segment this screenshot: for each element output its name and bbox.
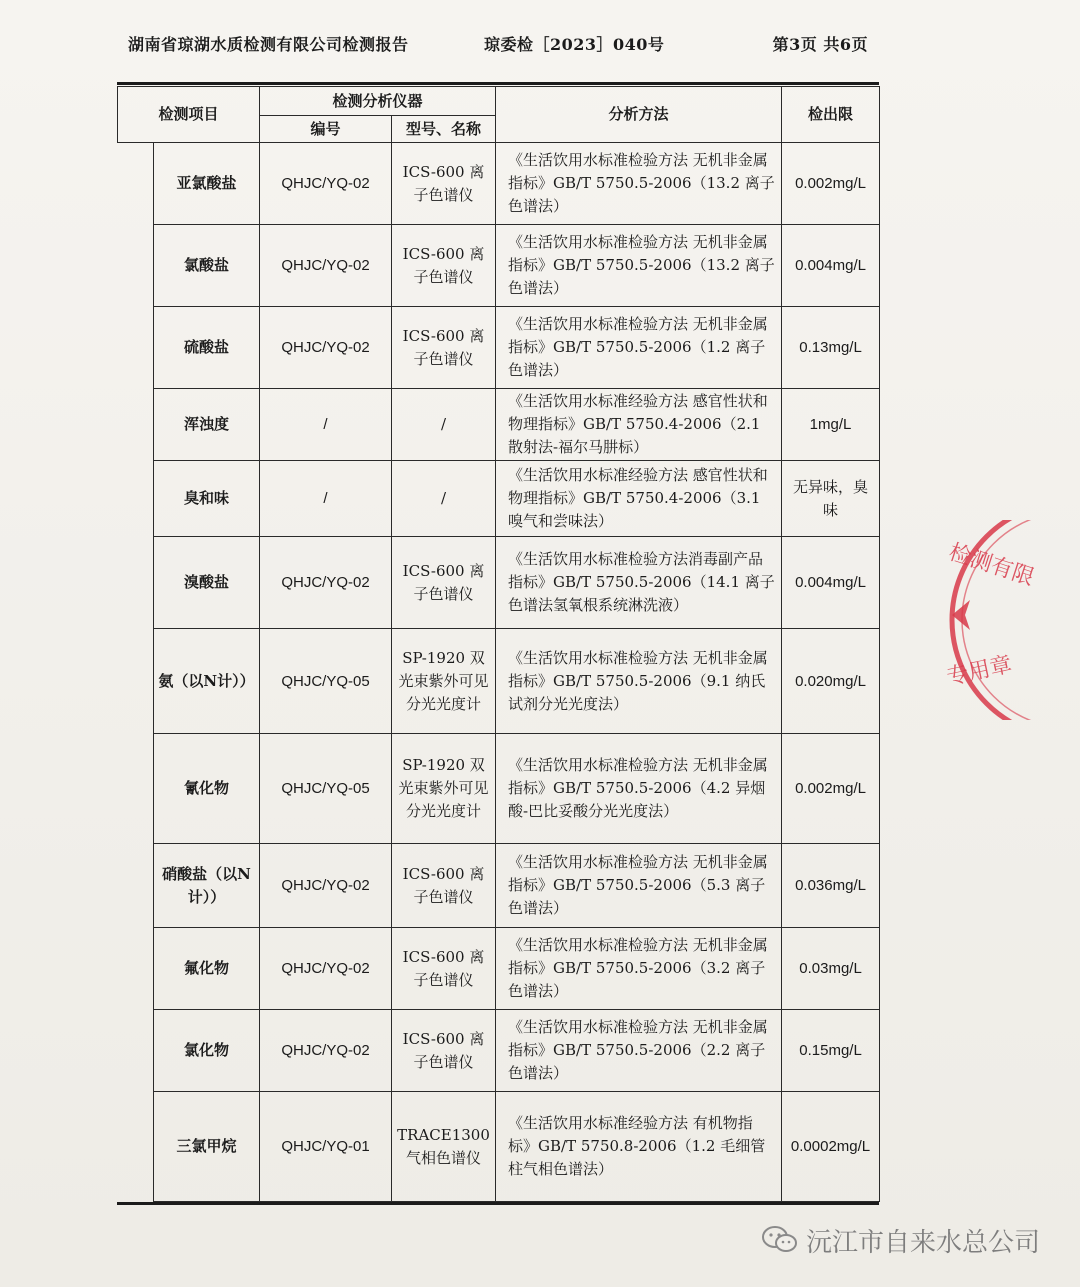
table-row [118,629,880,734]
table-row [118,537,880,629]
table-row [118,1092,880,1202]
cell-item: 氯酸盐 [154,225,260,307]
cell-instrument-model: ICS-600 离子色谱仪 [392,1010,496,1092]
cell-method: 《生活饮用水标准检验方法 无机非金属指标》GB/T 5750.5-2006（1.2 离子色谱法） [496,307,782,389]
wechat-watermark [760,1222,1040,1258]
cell-instrument-code: QHJC/YQ-01 [260,1092,392,1202]
header-code: 编号 [260,116,392,143]
header-model: 型号、名称 [392,116,496,143]
cell-item: 氯化物 [154,1010,260,1092]
cell-item: 氰化物 [154,734,260,844]
svg-text:专用章: 专用章 [944,652,1015,691]
cell-detection-limit: 0.004mg/L [782,537,880,629]
cell-instrument-model: ICS-600 离子色谱仪 [392,844,496,928]
cell-instrument-code: QHJC/YQ-02 [260,928,392,1010]
header-report-number: 琼委检［2023］040号 [484,35,665,54]
cell-instrument-code: QHJC/YQ-05 [260,734,392,844]
cell-detection-limit: 0.002mg/L [782,734,880,844]
cell-item: 臭和味 [154,461,260,537]
cell-detection-limit: 0.020mg/L [782,629,880,734]
cell-item: 硫酸盐 [154,307,260,389]
table-row [118,389,880,461]
cell-instrument-code: QHJC/YQ-02 [260,143,392,225]
cell-item: 浑浊度 [154,389,260,461]
cell-instrument-model: ICS-600 离子色谱仪 [392,225,496,307]
table-row [118,1010,880,1092]
table-row [118,734,880,844]
cell-instrument-model: ICS-600 离子色谱仪 [392,143,496,225]
cell-item: 氨（以N计）） [154,629,260,734]
cell-instrument-model: ICS-600 离子色谱仪 [392,928,496,1010]
header-page-number: 第3页 共6页 [772,35,868,54]
footer-divider [117,1202,879,1205]
cell-method: 《生活饮用水标准经验方法 感官性状和物理指标》GB/T 5750.4-2006（3.1 嗅气和尝味法） [496,461,782,537]
cell-detection-limit: 0.036mg/L [782,844,880,928]
cell-instrument-model: SP-1920 双光束紫外可见分光光度计 [392,734,496,844]
cell-item: 硝酸盐（以N计）） [154,844,260,928]
cell-method: 《生活饮用水标准检验方法 无机非金属指标》GB/T 5750.5-2006（2.2 离子色谱法） [496,1010,782,1092]
cell-instrument-code: QHJC/YQ-02 [260,844,392,928]
cell-method: 《生活饮用水标准检验方法 无机非金属指标》GB/T 5750.5-2006（3.2 离子色谱法） [496,928,782,1010]
cell-detection-limit: 0.002mg/L [782,143,880,225]
cell-method: 《生活饮用水标准检验方法消毒副产品指标》GB/T 5750.5-2006（14.1 离子色谱法氢氧根系统淋洗液） [496,537,782,629]
table-row [118,143,880,225]
header-divider [117,82,879,85]
header-organization: 湖南省琼湖水质检测有限公司检测报告 [128,35,409,54]
cell-instrument-model: / [392,461,496,537]
cell-item: 溴酸盐 [154,537,260,629]
cell-detection-limit: 0.0002mg/L [782,1092,880,1202]
cell-method: 《生活饮用水标准检验方法 无机非金属指标》GB/T 5750.5-2006（13.2 离子色谱法） [496,225,782,307]
cell-method: 《生活饮用水标准检验方法 无机非金属指标》GB/T 5750.5-2006（13.2 离子色谱法） [496,143,782,225]
table-row [118,225,880,307]
header-instrument: 检测分析仪器 [260,87,496,116]
cell-item: 亚氯酸盐 [154,143,260,225]
cell-item: 三氯甲烷 [154,1092,260,1202]
header-item: 检测项目 [118,87,260,143]
cell-detection-limit: 无异味，臭味 [782,461,880,537]
cell-method: 《生活饮用水标准检验方法 无机非金属指标》GB/T 5750.5-2006（4.2 异烟酸-巴比妥酸分光光度法） [496,734,782,844]
cell-instrument-model: / [392,389,496,461]
cell-instrument-code: QHJC/YQ-02 [260,537,392,629]
cell-detection-limit: 0.15mg/L [782,1010,880,1092]
table-row [118,844,880,928]
header-limit: 检出限 [782,87,880,143]
cell-method: 《生活饮用水标准检验方法 无机非金属指标》GB/T 5750.5-2006（5.3 离子色谱法） [496,844,782,928]
company-seal-stamp [930,520,1080,720]
cell-detection-limit: 0.03mg/L [782,928,880,1010]
cell-instrument-model: ICS-600 离子色谱仪 [392,537,496,629]
cell-method: 《生活饮用水标准经验方法 有机物指标》GB/T 5750.8-2006（1.2 毛细管柱气相色谱法） [496,1092,782,1202]
cell-instrument-code: QHJC/YQ-02 [260,1010,392,1092]
cell-method: 《生活饮用水标准检验方法 无机非金属指标》GB/T 5750.5-2006（9.1 纳氏试剂分光光度法） [496,629,782,734]
wechat-icon [760,1225,800,1255]
table-row [118,461,880,537]
cell-method: 《生活饮用水标准经验方法 感官性状和物理指标》GB/T 5750.4-2006（2.1 散射法-福尔马肼标） [496,389,782,461]
table-body [118,143,880,1202]
header-method: 分析方法 [496,87,782,143]
page-header [128,32,868,58]
cell-detection-limit: 0.13mg/L [782,307,880,389]
cell-instrument-model: ICS-600 离子色谱仪 [392,307,496,389]
cell-instrument-code: QHJC/YQ-02 [260,225,392,307]
table-row [118,928,880,1010]
cell-instrument-model: SP-1920 双光束紫外可见分光光度计 [392,629,496,734]
cell-instrument-model: TRACE1300 气相色谱仪 [392,1092,496,1202]
cell-instrument-code: / [260,461,392,537]
table-row [118,307,880,389]
cell-instrument-code: / [260,389,392,461]
cell-instrument-code: QHJC/YQ-02 [260,307,392,389]
cell-detection-limit: 1mg/L [782,389,880,461]
cell-instrument-code: QHJC/YQ-05 [260,629,392,734]
watermark-text: 沅江市自来水总公司 [806,1227,1041,1258]
cell-detection-limit: 0.004mg/L [782,225,880,307]
svg-text:检测有限: 检测有限 [945,539,1038,591]
cell-item: 氟化物 [154,928,260,1010]
test-items-table [117,86,880,1202]
item-group-indent [118,143,154,1202]
